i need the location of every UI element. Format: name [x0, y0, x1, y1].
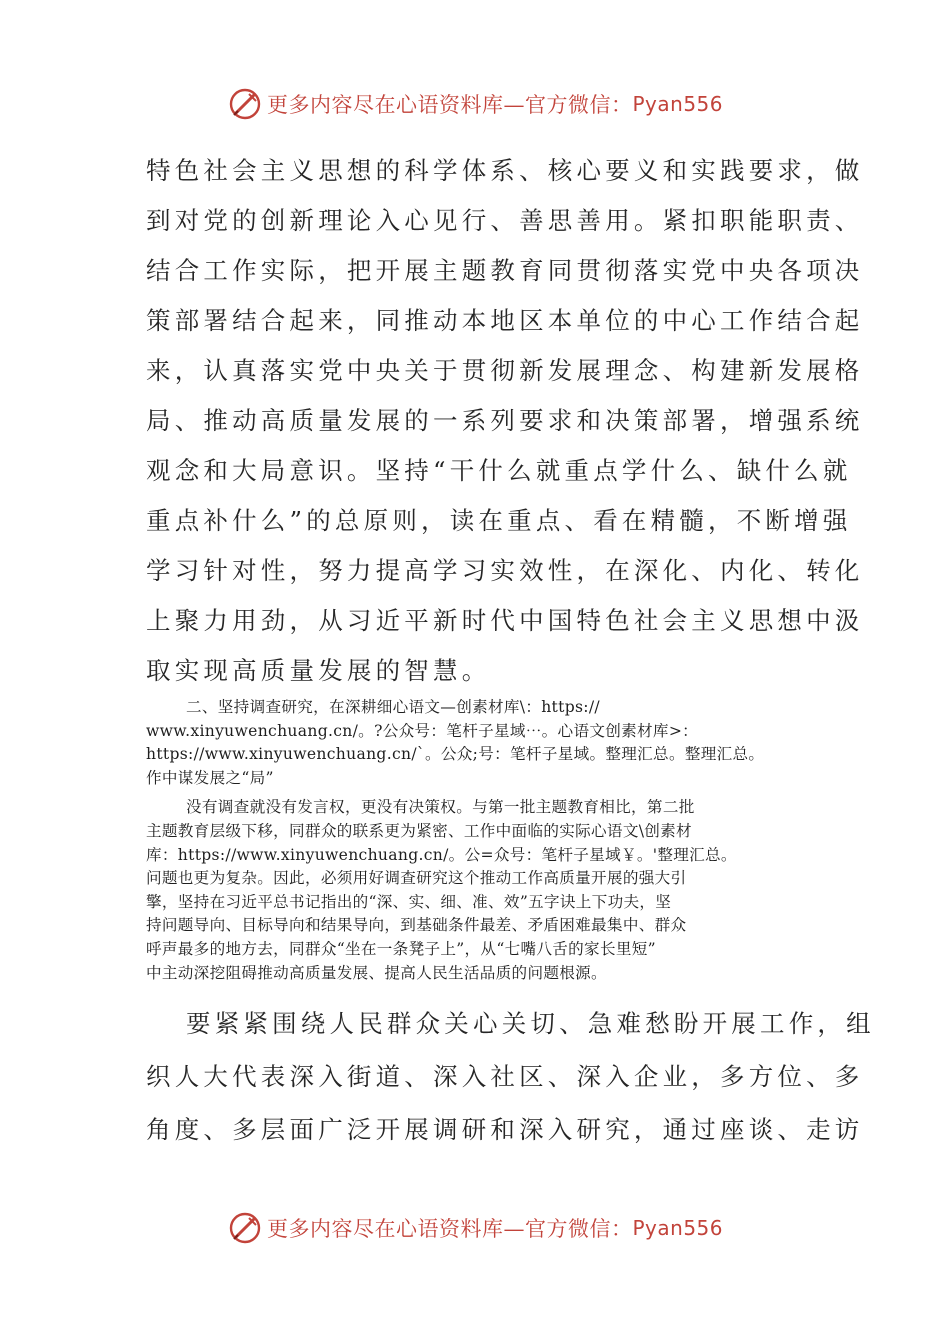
text-line: 织人大代表深入街道、深入社区、深入企业，多方位、多: [146, 1062, 864, 1091]
text-line: 到对党的创新理论入心见行、善思善用。紧扣职能职责、: [146, 206, 864, 235]
footer-banner: [0, 1206, 950, 1250]
text-line: 学习针对性，努力提高学习实效性，在深化、内化、转化: [146, 556, 864, 585]
text-line: 观念和大局意识。坚持“干什么就重点学什么、缺什么就: [146, 456, 852, 485]
text-line: 策部署结合起来，同推动本地区本单位的中心工作结合起: [146, 306, 864, 335]
text-line: 要紧紧围绕人民群众关心关切、急难愁盼开展工作，组: [186, 1009, 875, 1038]
header-banner-id: Pyan556: [632, 92, 723, 116]
paragraph-line: 主题教育层级下移，同群众的联系更为紧密、工作中面临的实际心语文\创素材: [146, 821, 692, 840]
header-banner: [0, 82, 950, 126]
text-line: 上聚力用劲，从习近平新时代中国特色社会主义思想中汲: [146, 606, 864, 635]
pen-logo-icon: [227, 1210, 263, 1246]
paragraph-line: 呼声最多的地方去，同群众“坐在一条凳子上”，从“七嘴八舌的家长里短”: [146, 939, 656, 958]
footer-banner-id: Pyan556: [632, 1216, 723, 1240]
footer-banner-text: 更多内容尽在心语资料库—官方微信：: [266, 1217, 633, 1241]
paragraph-line: 中主动深挖阻碍推动高质量发展、提高人民生活品质的问题根源。: [146, 963, 607, 982]
text-line: 结合工作实际，把开展主题教育同贯彻落实党中央各项决: [146, 256, 864, 285]
section-heading-line: www.xinyuwenchuang.cn/。?公众号：笔杆子星域⋯。心语文创素材库>：: [146, 721, 699, 740]
text-line: 角度、多层面广泛开展调研和深入研究，通过座谈、走访: [146, 1115, 864, 1144]
header-banner-text: 更多内容尽在心语资料库—官方微信：: [266, 93, 633, 117]
body-top: [146, 146, 864, 696]
body-bottom: [146, 997, 875, 1156]
text-line: 特色社会主义思想的科学体系、核心要义和实践要求，做: [146, 156, 864, 185]
section-two: [146, 696, 826, 985]
section-heading-line: 作中谋发展之“局”: [146, 768, 274, 787]
section-heading-line: https://www.xinyuwenchuang.cn/`。公众;号：笔杆子星域。整理汇总。整理汇总。: [146, 745, 765, 764]
paragraph-line: 问题也更为复杂。因此，必须用好调查研究这个推动工作高质量开展的强大引: [146, 869, 687, 888]
text-line: 来，认真落实党中央关于贯彻新发展理念、构建新发展格: [146, 356, 864, 385]
paragraph-line: 持问题导向、目标导向和结果导向，到基础条件最差、矛盾困难最集中、群众: [146, 916, 687, 935]
text-line: 局、推动高质量发展的一系列要求和决策部署，增强系统: [146, 406, 864, 435]
text-line: 重点补什么”的总原则，读在重点、看在精髓，不断增强: [146, 506, 852, 535]
section-heading-line: 二、坚持调查研究，在深耕细心语文—创素材库\：https://: [186, 698, 600, 716]
paragraph-line: 库：https://www.xinyuwenchuang.cn/。公=众号：笔杆子星域￥。'整理汇总。: [146, 845, 737, 864]
pen-logo-icon: [227, 86, 263, 122]
paragraph-line: 没有调查就没有发言权，更没有决策权。与第一批主题教育相比，第二批: [186, 798, 695, 817]
text-line: 取实现高质量发展的智慧。: [146, 656, 491, 685]
paragraph-line: 擎，坚持在习近平总书记指出的“深、实、细、准、效”五字诀上下功夫，坚: [146, 892, 672, 911]
